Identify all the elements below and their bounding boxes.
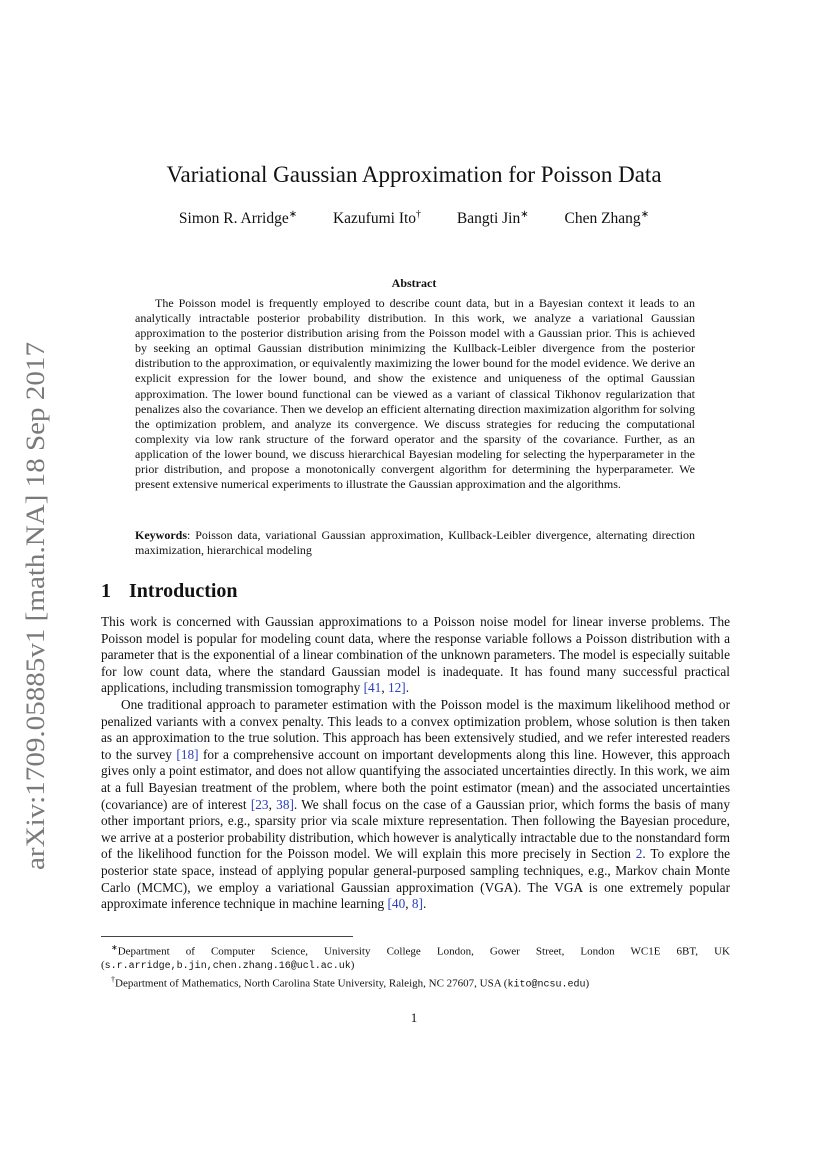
citation-separator: , bbox=[268, 796, 277, 812]
paragraph-text: . We shall focus on the case of a Gaussian prior, which forms the basis of many other important priors, e.g., sparsity prior via scale mixture representation. Then following the Bayesian procedure, we arrive at a posterior probability distribution, which however is analytically intractable due to the nonstandard form of the likelihood function for the Poisson model. We will explain this more precisely in Section bbox=[101, 796, 730, 862]
author-name: Kazufumi Ito bbox=[332, 210, 417, 228]
paragraph-text: . To explore the posterior state space, instead of applying popular general-purposed sampling techniques, e.g., Markov chain Monte Carlo (MCMC), we employ a variational Gaussian approximation (VGA). The VGA is one extremely popular approximate inference technique in machine learning bbox=[101, 846, 730, 912]
author bbox=[564, 210, 649, 227]
citation-separator: , bbox=[405, 896, 412, 912]
arxiv-side-stamp bbox=[14, 340, 54, 870]
citation-link[interactable]: [40 bbox=[387, 896, 406, 912]
footnote-rule bbox=[101, 936, 353, 937]
author bbox=[333, 210, 421, 227]
paper-title: Variational Gaussian Approximation for Poisson Data bbox=[166, 162, 662, 187]
footnote-mark: ∗ bbox=[111, 943, 118, 952]
page-number: 1 bbox=[410, 1010, 418, 1025]
footnote bbox=[101, 941, 730, 973]
paragraph-text: One traditional approach to parameter estimation with the Poisson model is the maximum likelihood method or penalized variants with a convex penalty. This leads to a convex optimization problem, whose solution is then taken as an approximation to the true solution. This approach has been extensively studied, and we refer interested readers to the survey bbox=[101, 696, 730, 762]
footnote-text: Department of Mathematics, North Carolina State University, Raleigh, NC 27607, USA ( bbox=[115, 977, 508, 990]
citation-link[interactable]: 8] bbox=[411, 896, 423, 912]
paragraph-text: This work is concerned with Gaussian approximations to a Poisson noise model for linear inverse problems. The Poisson model is popular for modeling count data, where the response variable follows a Poisson distribution with a parameter that is the exponential of a linear combination of the unknown parameters. The model is especially suitable for low count data, where the standard Gaussian model is inadequate. It has found many successful practical applications, including transmission tomography bbox=[101, 614, 730, 696]
footnote-mark: † bbox=[111, 975, 115, 985]
author-list bbox=[0, 209, 828, 228]
section-title: Introduction bbox=[129, 580, 238, 602]
affiliation-mark: ∗ bbox=[640, 209, 650, 220]
author bbox=[457, 210, 529, 227]
footnote-end: ) bbox=[585, 977, 590, 990]
body-text bbox=[101, 614, 730, 913]
footnote bbox=[101, 973, 730, 992]
footnotes bbox=[101, 941, 730, 992]
arxiv-stamp-text: arXiv:1709.05885v1 [math.NA] 18 Sep 2017 bbox=[21, 397, 50, 870]
citation-link[interactable]: [41 bbox=[363, 680, 382, 696]
footnote-end: ) bbox=[350, 958, 355, 971]
paragraph bbox=[101, 697, 730, 913]
abstract-heading: Abstract bbox=[391, 276, 437, 290]
author-name: Chen Zhang bbox=[564, 210, 641, 228]
author-name: Bangti Jin bbox=[456, 210, 521, 228]
keywords bbox=[135, 528, 695, 558]
citation-link[interactable]: 38] bbox=[276, 796, 294, 812]
footnote-email[interactable]: kito@ncsu.edu bbox=[507, 979, 586, 991]
affiliation-mark: ∗ bbox=[520, 209, 529, 220]
paragraph-end: . bbox=[422, 896, 427, 912]
affiliation-mark: † bbox=[416, 209, 422, 220]
keywords-label: Keywords bbox=[135, 528, 187, 542]
citation-link[interactable]: 12] bbox=[387, 680, 406, 696]
section-heading bbox=[101, 580, 238, 603]
paragraph bbox=[101, 614, 730, 697]
abstract-text: The Poisson model is frequently employed to describe count data, but in a Bayesian context it leads to an analytically intractable posterior probability distribution. In this work, we analyze a variational Gaussian approximation to the posterior distribution arising from the Poisson model with a Gaussian prior. This is achieved by seeking an optimal Gaussian distribution minimizing the Kullback-Leibler divergence from the posterior distribution to the approximation, or equivalently maximizing the lower bound for the model evidence. We derive an explicit expression for the lower bound, and show the existence and uniqueness of the optimal Gaussian approximation. The lower bound functional can be viewed as a variant of classical Tikhonov regularization that penalizes also the covariance. Then we develop an efficient alternating direction maximization algorithm for solving the optimization problem, and analyze its convergence. We discuss strategies for reducing the computational complexity via low rank structure of the forward operator and the sparsity of the covariance. Further, as an application of the lower bound, we discuss hierarchical Bayesian modeling for selecting the hyperparameter in the prior distribution, and propose a monotonically convergent algorithm for determining the hyperparameter. We present extensive numerical experiments to illustrate the Gaussian approximation and the algorithms. bbox=[135, 296, 695, 492]
footnote-email[interactable]: s.r.arridge,b.jin,chen.zhang.16@ucl.ac.uk bbox=[104, 960, 351, 972]
keywords-list: : Poisson data, variational Gaussian approximation, Kullback-Leibler divergence, alternating direction maximization, hierarchical modeling bbox=[135, 528, 695, 558]
author-name: Simon R. Arridge bbox=[178, 210, 289, 228]
paragraph-end: . bbox=[405, 680, 410, 696]
citation-link[interactable]: [23 bbox=[250, 796, 269, 812]
section-ref-link[interactable]: 2 bbox=[635, 846, 643, 862]
citation-link[interactable]: [18] bbox=[176, 746, 199, 762]
author bbox=[179, 210, 297, 227]
paragraph-text: for a comprehensive account on important developments along this line. However, this approach gives only a point estimator, and does not allow quantifying the associated uncertainties directly. In this work, we aim at a full Bayesian treatment of the problem, where both the point estimator (mean) and the associated uncertainties (covariance) are of interest bbox=[101, 746, 730, 812]
footnote-text: Department of Computer Science, University College London, Gower Street, London WC1E 6BT, UK ( bbox=[101, 945, 730, 971]
citation-separator: , bbox=[381, 680, 388, 696]
arxiv-stamp-graphic bbox=[14, 340, 54, 870]
affiliation-mark: ∗ bbox=[288, 209, 298, 220]
section-number: 1 bbox=[101, 580, 111, 602]
